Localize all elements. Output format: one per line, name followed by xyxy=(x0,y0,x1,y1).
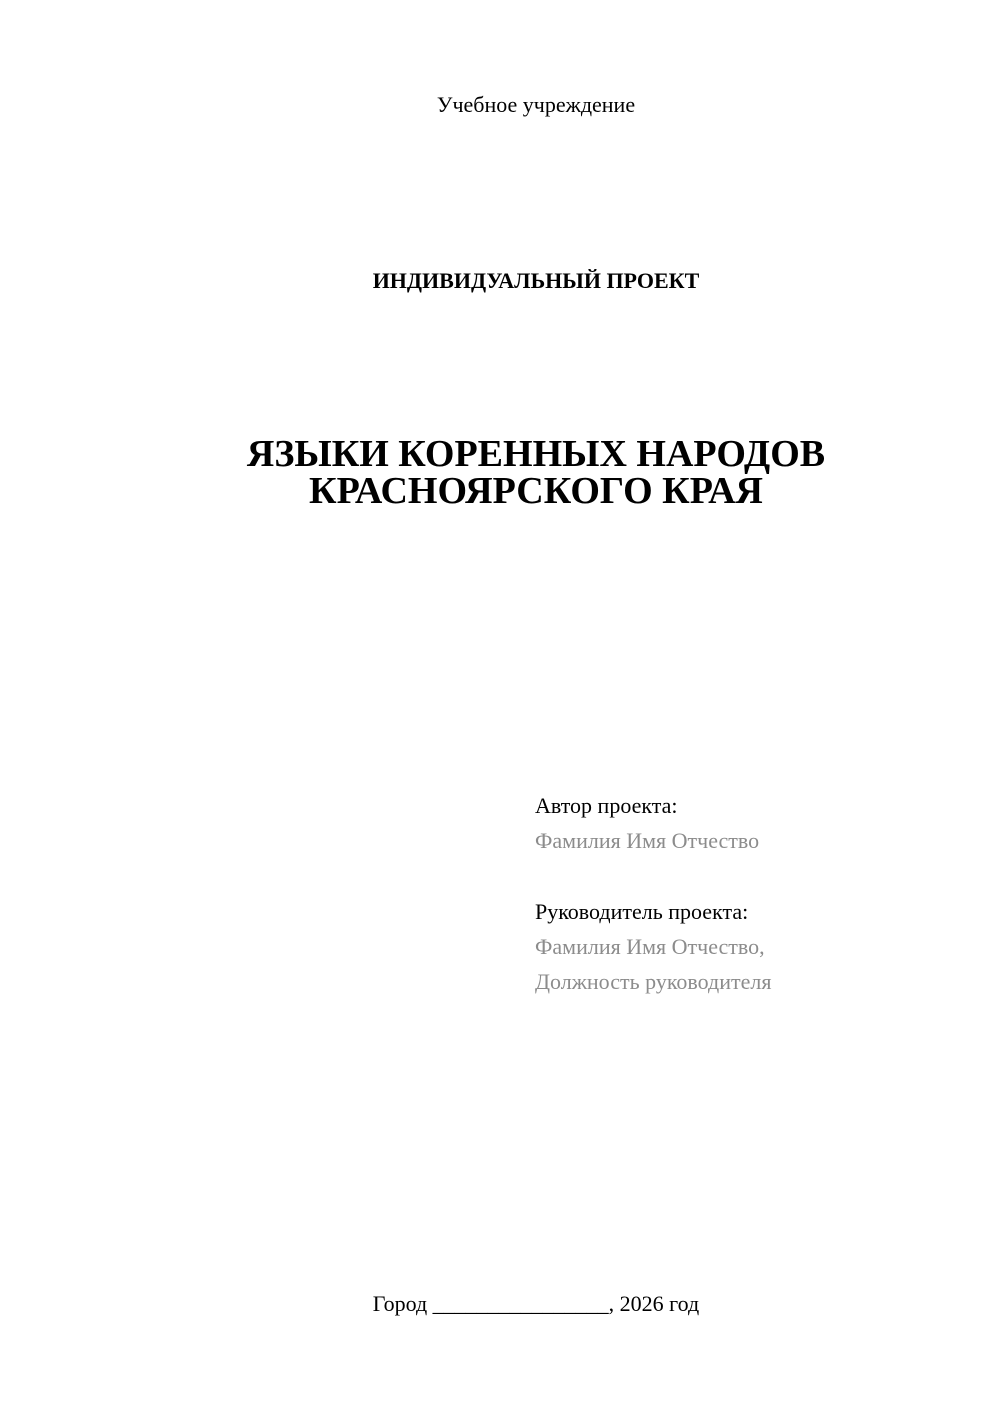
supervisor-name-placeholder: Фамилия Имя Отчество, xyxy=(535,934,765,959)
supervisor-position-placeholder: Должность руководителя xyxy=(535,969,772,994)
document-title xyxy=(0,433,1000,512)
author-name-placeholder: Фамилия Имя Отчество xyxy=(535,828,760,853)
credits-block xyxy=(535,788,975,999)
document-title-line-1: ЯЗЫКИ КОРЕННЫХ НАРОДОВ xyxy=(246,433,826,475)
document-type-label: ИНДИВИДУАЛЬНЫЙ ПРОЕКТ xyxy=(372,268,700,293)
supervisor-label: Руководитель проекта: xyxy=(535,899,749,924)
credits-spacer xyxy=(535,858,975,894)
author-label: Автор проекта: xyxy=(535,793,678,818)
city-year-line: Город ________________, 2026 год xyxy=(372,1291,700,1316)
document-title-line-2: КРАСНОЯРСКОГО КРАЯ xyxy=(309,470,763,512)
institution-name: Учебное учреждение xyxy=(436,92,636,117)
